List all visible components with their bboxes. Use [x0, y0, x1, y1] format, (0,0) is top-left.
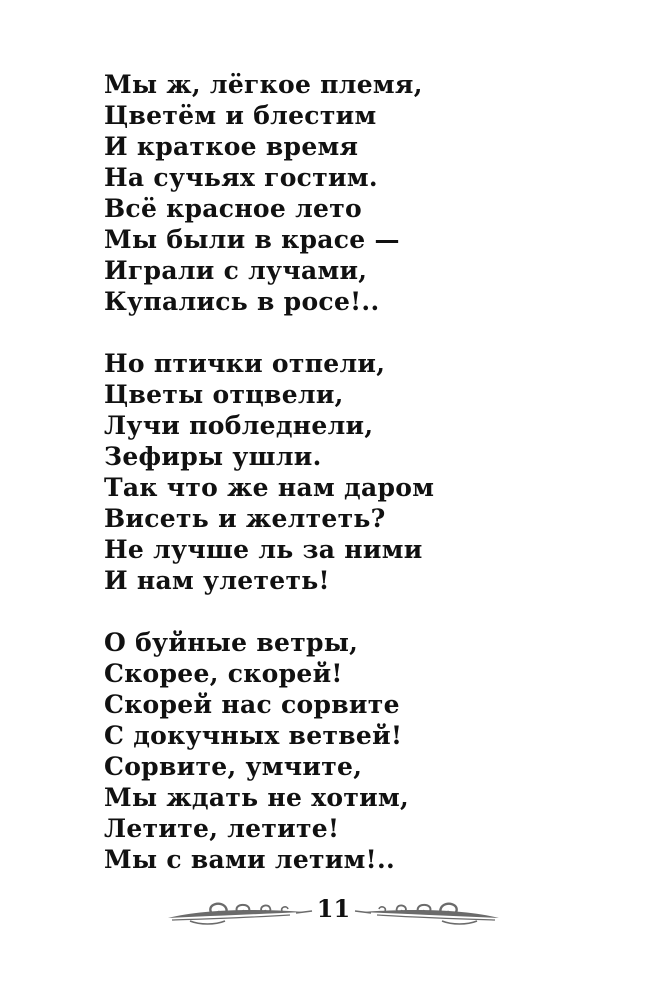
poem-line: Играли с лучами, [104, 256, 368, 285]
poem-line: Цветём и блестим [104, 101, 377, 130]
poem-line: Так что же нам даром [104, 473, 435, 502]
poem-line: Мы ж, лёгкое племя, [104, 70, 423, 99]
poem-text [104, 69, 604, 875]
poem-line: На сучьях гостим. [104, 163, 378, 192]
poem-line: Скорей нас сорвите [104, 690, 400, 719]
poem-line: Мы были в красе — [104, 225, 400, 254]
poem-line: Всё красное лето [104, 194, 362, 223]
poem-line: Висеть и желтеть? [104, 504, 386, 533]
poem-line: Цветы отцвели, [104, 380, 344, 409]
stanza-3 [104, 627, 604, 875]
poem-line: Мы с вами летим!.. [104, 845, 395, 874]
poem-line: Купались в росе!.. [104, 287, 380, 316]
poem-line: И нам улететь! [104, 566, 330, 595]
page-number: 11 [316, 894, 351, 923]
stanza-2 [104, 348, 604, 596]
poem-line: И краткое время [104, 132, 359, 161]
poem-line: С докучных ветвей! [104, 721, 403, 750]
poem-line: О буйные ветры, [104, 628, 359, 657]
poem-line: Не лучше ль за ними [104, 535, 423, 564]
poem-line: Но птички отпели, [104, 349, 386, 378]
stanza-1 [104, 69, 604, 317]
poem-line: Мы ждать не хотим, [104, 783, 410, 812]
poem-line: Скорее, скорей! [104, 659, 343, 688]
poem-line: Сорвите, умчите, [104, 752, 363, 781]
poem-line: Лучи побледнели, [104, 411, 374, 440]
page-footer [0, 892, 667, 932]
poem-line: Зефиры ушли. [104, 442, 322, 471]
poem-line: Летите, летите! [104, 814, 340, 843]
